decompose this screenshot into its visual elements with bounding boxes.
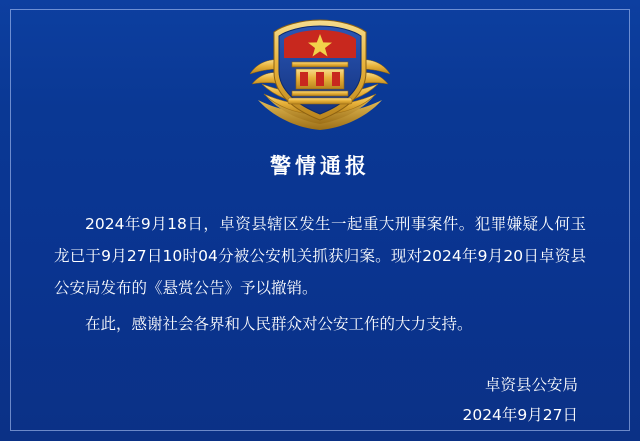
notice-paragraph-2: 在此，感谢社会各界和人民群众对公安工作的大力支持。 [85,315,473,333]
emblem-container [10,8,630,138]
page-title: 警情通报 [270,154,370,178]
signature-issuer: 卓资县公安局 [484,376,578,394]
notice-body [54,208,586,340]
signature-date: 2024年9月27日 [462,406,578,424]
china-police-emblem-icon [244,12,396,134]
notice-paragraph-1: 2024年9月18日，卓资县辖区发生一起重大刑事案件。犯罪嫌疑人何玉龙已于9月27日10时04分被公安机关抓获归案。现对2024年9月20日卓资县公安局发布的《悬赏公告》予以撤销。 [54,215,586,297]
signature-block [10,370,578,430]
